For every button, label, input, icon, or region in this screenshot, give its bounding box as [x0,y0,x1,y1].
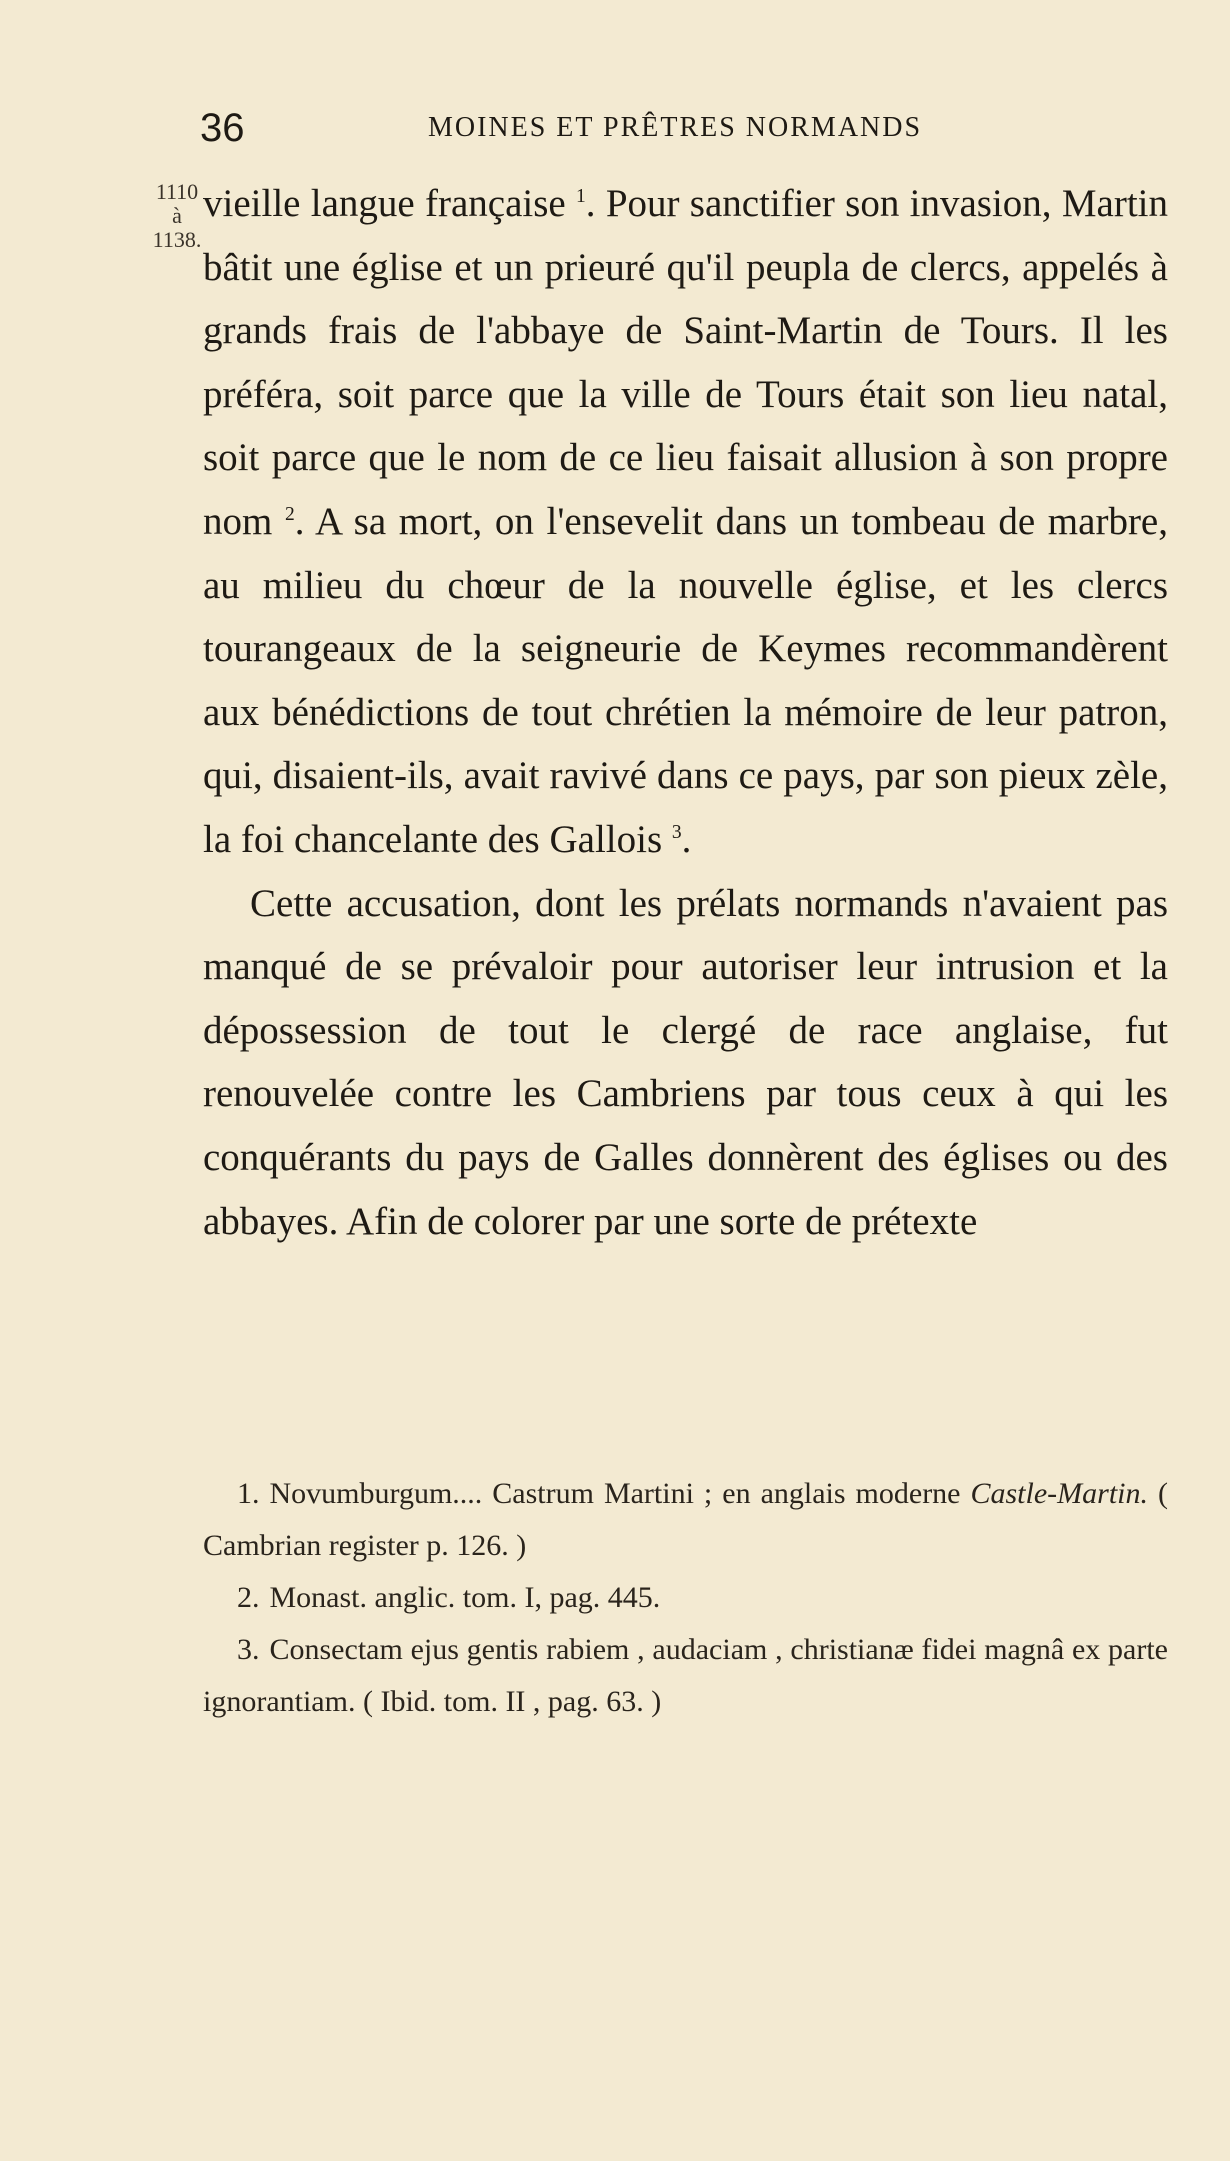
footnotes [203,1468,1168,1728]
paragraph-2: Cette accusation, dont les prélats normands n'avaient pas manqué de se prévaloir pour autoriser leur intrusion et la dépossession de tout le clergé de race anglaise, fut renouvelée contre les Cambriens par tous ceux à qui les conquérants du pays de Galles donnèrent des églises ou des abbayes. Afin de colorer par une sorte de prétexte [203,881,1168,1243]
footnote-3 [203,1624,1168,1728]
footnote-2-text: Monast. anglic. tom. I, pag. 445. [269,1581,661,1614]
footnote-3-text: Consectam ejus gentis rabiem , audaciam , christianæ fidei magnâ ex parte ignorantiam. ( Ibid. tom. II , pag. 63. ) [203,1633,1168,1718]
paragraph-1-part-1: vieille langue française [203,182,577,225]
margin-year-start: 1110 [155,179,199,204]
footnote-2-number: 2. [237,1581,260,1614]
margin-connector: à [172,203,182,228]
margin-year-end: 1138. [152,227,202,252]
running-title: MOINES ET PRÊTRES NORMANDS [427,112,923,143]
footnote-marker-3: 3 [671,821,682,843]
page-header [200,98,1150,158]
footnote-1-text-a: Novumburgum.... Castrum Martini ; en anglais moderne [269,1477,971,1510]
footnote-1-number: 1. [237,1477,260,1510]
footnote-marker-1: 1 [576,186,586,207]
footnote-1-work-title: Castle-Martin. [970,1477,1148,1510]
paragraph-1 [203,172,1168,872]
paragraph-1-part-3: . A sa mort, on l'ensevelit dans un tombeau de marbre, au milieu du chœur de la nouvelle église, et les clercs tourangeaux de la seigneurie de Keymes recommandèrent aux bénédictions de tout chrétien la mémoire de leur patron, qui, disaient-ils, avait ravivé dans ce pays, par son pieux zèle, la foi chancelante des Gallois [203,499,1168,861]
margin-date-note [148,180,206,252]
footnote-1 [203,1468,1168,1572]
footnote-3-number: 3. [237,1633,260,1666]
footnote-2 [203,1572,1168,1624]
footnote-1-text-b: ( Cambrian register p. 126. ) [203,1477,1168,1562]
main-text [203,172,1168,1253]
page-number: 36 [200,106,245,150]
paragraph-1-part-4: . [681,817,692,861]
footnote-marker-2: 2 [285,503,295,525]
paragraph-1-part-2: . Pour sanctifier son invasion, Martin bâtit une église et un prieuré qu'il peupla de clercs, appelés à grands frais de l'abbaye de Saint-Martin de Tours. Il les préféra, soit parce que la ville de Tours était son lieu natal, soit parce que le nom de ce lieu faisait allusion à son propre nom [203,182,1168,543]
